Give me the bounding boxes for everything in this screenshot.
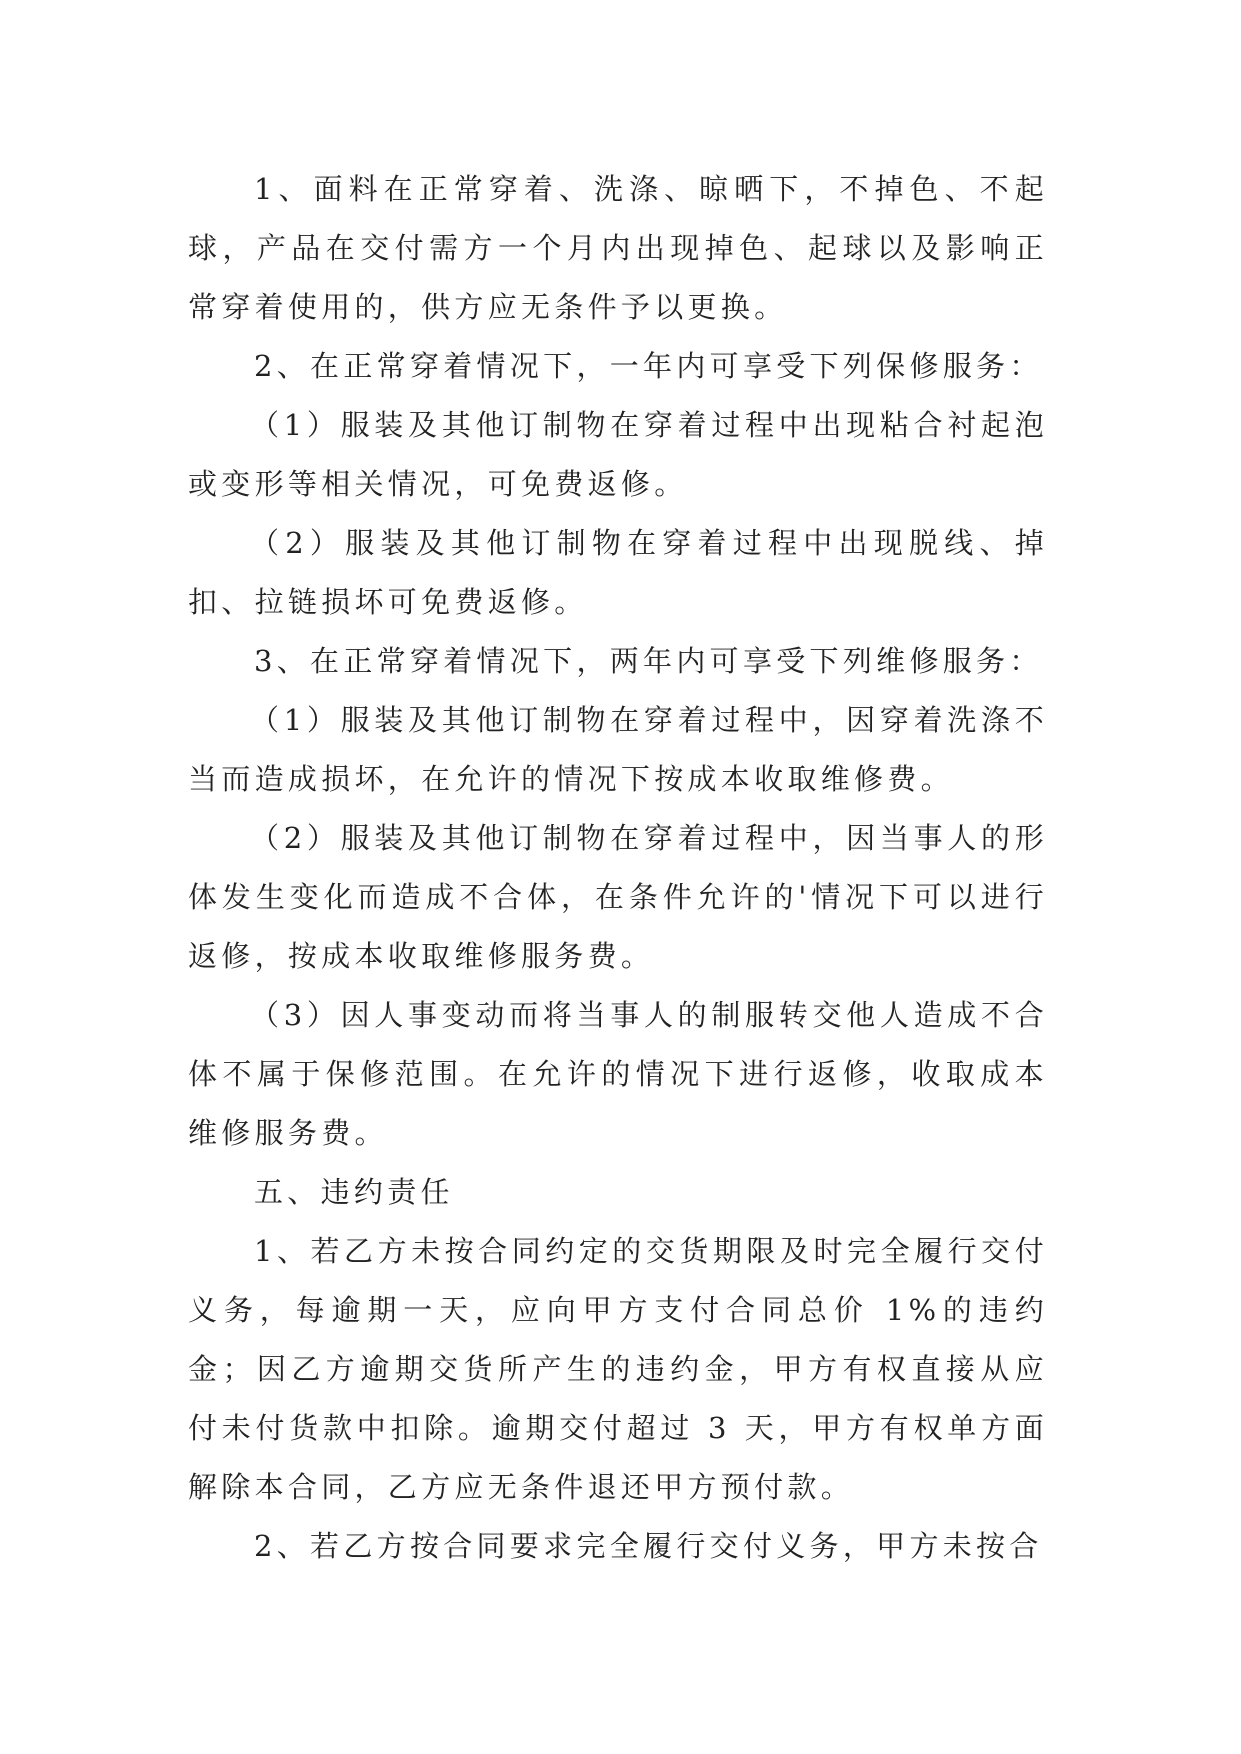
paragraph-1-fabric-quality: 1、面料在正常穿着、洗涤、晾晒下，不掉色、不起球，产品在交付需方一个月内出现掉色、起球以及影响正常穿着使用的，供方应无条件予以更换。 [188, 172, 1048, 324]
liability-clause-2: 2、若乙方按合同要求完全履行交付义务，甲方未按合 [254, 1529, 1043, 1563]
paragraph-3-item-1: （1）服装及其他订制物在穿着过程中，因穿着洗涤不当而造成损坏，在允许的情况下按成本收取维修费。 [188, 703, 1048, 796]
paragraph-2-warranty-one-year: 2、在正常穿着情况下，一年内可享受下列保修服务： [254, 349, 1043, 383]
paragraph-2-item-1: （1）服装及其他订制物在穿着过程中出现粘合衬起泡或变形等相关情况，可免费返修。 [188, 408, 1048, 501]
paragraph-3-repair-two-years: 3、在正常穿着情况下，两年内可享受下列维修服务： [254, 644, 1043, 678]
document-body [188, 160, 1048, 1576]
paragraph-3-item-3: （3）因人事变动而将当事人的制服转交他人造成不合体不属于保修范围。在允许的情况下进行返修，收取成本维修服务费。 [188, 998, 1048, 1150]
section-heading-liability: 五、违约责任 [254, 1175, 454, 1209]
liability-clause-1: 1、若乙方未按合同约定的交货期限及时完全履行交付义务，每逾期一天，应向甲方支付合同总价 1%的违约金；因乙方逾期交货所产生的违约金，甲方有权直接从应付未付货款中扣除。逾期交付超过 3 天，甲方有权单方面解除本合同，乙方应无条件退还甲方预付款。 [188, 1234, 1048, 1504]
paragraph-2-item-2: （2）服装及其他订制物在穿着过程中出现脱线、掉扣、拉链损坏可免费返修。 [188, 526, 1048, 619]
paragraph-3-item-2: （2）服装及其他订制物在穿着过程中，因当事人的形体发生变化而造成不合体，在条件允许的'情况下可以进行返修，按成本收取维修服务费。 [188, 821, 1048, 973]
